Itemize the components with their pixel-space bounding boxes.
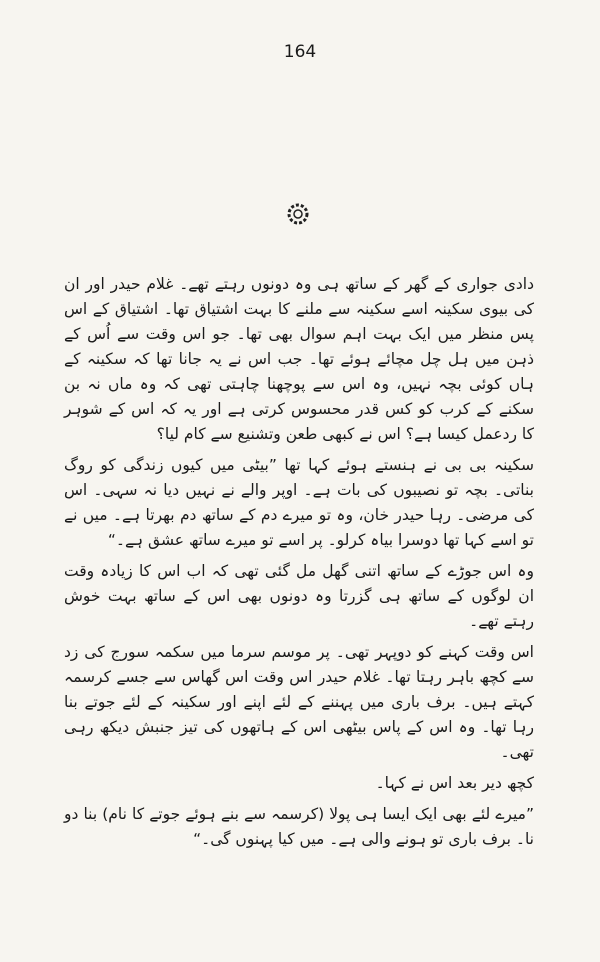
paragraph-1: دادی جواری کے گھر کے ساتھ ہی وہ دونوں رہتے تھے۔ غلام حیدر اور ان کی بیوی سکینہ اسے سکینہ سے ملنے کا بہت اشتیاق تھا۔ اشتیاق کے اس پس منظر میں ایک بہت اہم سوال بھی تھا۔ جو اس وقت سے اُس کے ذہن میں ہل چل مچائے ہوئے تھا۔ جب اس نے یہ جانا تھا کہ سکینہ کے ہاں کوئی بچہ نہیں، وہ اس سے پوچھنا چاہتی تھی کہ وہ ماں نہ بن سکنے کے کرب کو کس قدر محسوس کرتی ہے اور یہ کہ اس کے شوہر کا ردعمل کیسا ہے؟ اس نے کبھی طعن وتشنیع سے کام لیا؟ xyxy=(64,275,534,443)
paragraph-4: اس وقت کہنے کو دوپہر تھی۔ پر موسم سرما میں سکمہ سورج کی زد سے کچھ باہر رہتا تھا۔ غلام حیدر اس وقت اس گھاس سے جسے کرسمہ کہتے ہیں۔ برف باری میں پہننے کے لئے اپنے اور سکینہ کے لئے جوتے بنا رہا تھا۔ وہ اس کے پاس بیٹھی اس کے ہاتھوں کی تیز جنبش دیکھ رہی تھی۔ xyxy=(64,643,534,761)
paragraph-2: سکینہ بی بی نے ہنستے ہوئے کہا تھا ”بیٹی میں کیوں زندگی کو روگ بناتی۔ بچہ تو نصیبوں کی بات ہے۔ اوپر والے نے نہیں دیا نہ سہی۔ اس کی مرضی۔ رہا حیدر خان، وہ تو میرے دم کے ساتھ دم بھرتا ہے۔ میں نے تو اسے کہا تھا دوسرا بیاہ کرلو۔ پر اسے تو میرے ساتھ عشق ہے۔“ xyxy=(64,456,534,549)
page-number: 164 xyxy=(283,42,317,62)
flower-ornament-icon xyxy=(284,200,312,228)
paragraph-6: ”میرے لئے بھی ایک ایسا ہی پولا (کرسمہ سے بنے ہوئے جوتے کا نام) بنا دو نا۔ برف باری تو ہونے والی ہے۔ میں کیا پہنوں گی۔“ xyxy=(64,805,534,848)
paragraph-5: کچھ دیر بعد اس نے کہا۔ xyxy=(375,774,534,792)
body-text xyxy=(64,272,534,858)
paragraph-3: وہ اس جوڑے کے ساتھ اتنی گھل مل گئی تھی کہ اب اس کا زیادہ وقت ان لوگوں کے ساتھ ہی گزرتا وہ دونوں بھی اس کے ساتھ بہت خوش رہتے تھے۔ xyxy=(64,562,534,630)
